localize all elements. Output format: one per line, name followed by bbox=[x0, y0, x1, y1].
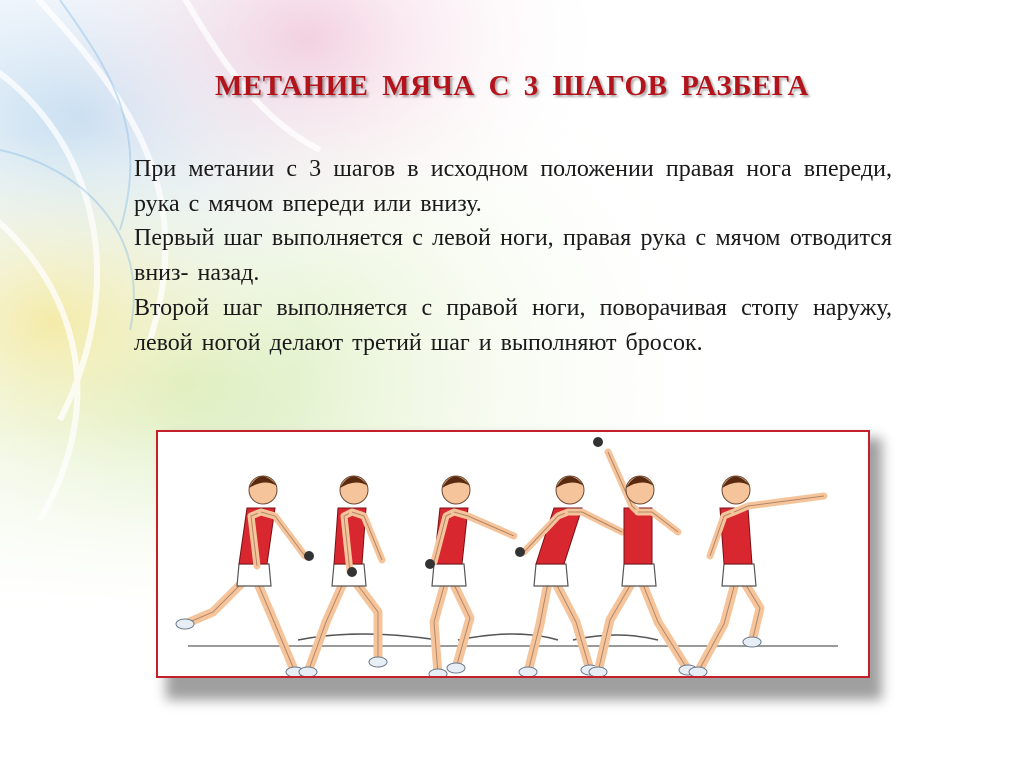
slide-title: МЕТАНИЕ МЯЧА С 3 ШАГОВ РАЗБЕГА bbox=[215, 70, 809, 102]
shorts bbox=[622, 564, 656, 586]
ball bbox=[304, 551, 314, 561]
shorts bbox=[722, 564, 756, 586]
shoe bbox=[429, 669, 447, 676]
athlete-figures bbox=[176, 437, 824, 676]
limb bbox=[308, 572, 348, 672]
paragraph: При метании с 3 шагов в исходном положении правая нога впереди, рука с мячом впереди или внизу. bbox=[134, 156, 892, 217]
shorts bbox=[534, 564, 568, 586]
shoe bbox=[689, 667, 707, 676]
limb bbox=[598, 572, 638, 672]
limb bbox=[638, 572, 688, 670]
ball bbox=[593, 437, 603, 447]
ball bbox=[425, 559, 435, 569]
limb bbox=[434, 572, 448, 674]
ball bbox=[347, 567, 357, 577]
shirt bbox=[624, 508, 652, 564]
shoe bbox=[369, 657, 387, 667]
limb bbox=[550, 572, 590, 670]
shoe bbox=[447, 663, 465, 673]
paragraph: Первый шаг выполняется с левой ноги, правая рука с мячом отводится вниз- назад. bbox=[134, 225, 892, 287]
ball bbox=[515, 547, 525, 557]
athlete-sequence-illustration bbox=[158, 432, 868, 676]
limb bbox=[698, 572, 738, 672]
body-text bbox=[134, 152, 892, 360]
shoe bbox=[589, 667, 607, 676]
athlete-figure bbox=[589, 437, 697, 676]
shorts bbox=[432, 564, 466, 586]
shoe bbox=[299, 667, 317, 676]
paragraph: Второй шаг выполняется с правой ноги, поворачивая стопу наружу, левой ногой делают третий шаг и выполняют бросок. bbox=[134, 294, 892, 356]
limb-outline bbox=[253, 572, 295, 672]
figure-frame bbox=[156, 430, 870, 678]
shoe bbox=[519, 667, 537, 676]
shoe bbox=[743, 637, 761, 647]
shoe bbox=[176, 619, 194, 629]
